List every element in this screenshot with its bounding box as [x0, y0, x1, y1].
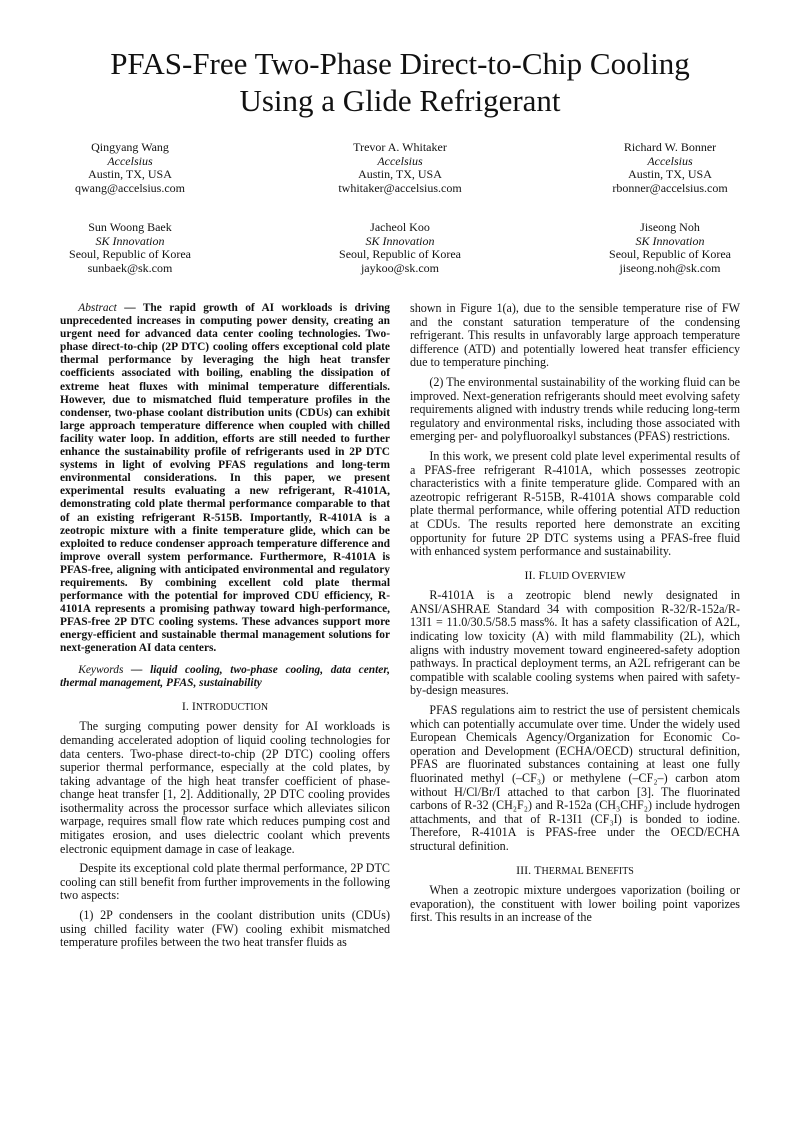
section-initial: T: [534, 862, 542, 877]
author-email[interactable]: sunbaek@sk.com: [87, 260, 173, 275]
left-column: [60, 302, 390, 956]
author-card: [570, 141, 770, 195]
author-location: Austin, TX, USA: [358, 167, 442, 181]
author-card: [30, 221, 230, 275]
right-column: [410, 302, 740, 931]
section-heading-fluid-overview: [410, 569, 740, 584]
section-rest: HERMAL: [541, 865, 586, 877]
paragraph: The surging computing power density for AI workloads is demanding accelerated adoption of liquid cooling technologies for data centers. Two-phase direct-to-chip (2P DTC) cooling offers superior thermal performance, especially at the cold plates, by taking advantage of the high heat transfer coefficient of phase-change heat transfer [1, 2]. Additionally, 2P DTC cooling provides isothermality across the processor surface which alleviates silicon warpage, requires small flow rate which reduces pumping cost and mitigates erosion, and uses dielectric coolant which prevents electronic equipment damage in case of leakage.: [60, 719, 390, 856]
section-rest-2: ENEFITS: [593, 865, 634, 877]
author-affiliation: Accelsius: [107, 153, 153, 168]
section-initial: F: [538, 567, 546, 582]
author-row-1: [30, 141, 770, 195]
author-row-2: [30, 221, 770, 275]
author-location: Austin, TX, USA: [88, 167, 172, 181]
author-affiliation: SK Innovation: [635, 233, 705, 248]
author-email[interactable]: jiseong.noh@sk.com: [619, 260, 721, 275]
author-email[interactable]: twhitaker@accelsius.com: [338, 180, 462, 195]
paragraph: R-4101A is a zeotropic blend newly designated in ANSI/ASHRAE Standard 34 with composition R-32/R-152a/R-13I1 = 11.0/30.5/58.5 mass%. It has a safety classification of A2L, indicating low toxicity (A) with mild flammability (2L), which aligns with industry movement toward engineered-safety adoption pathways. In practical deployment terms, an A2L refrigerant can be compatible with scalable cooling systems when paired with safety-by-design measures.: [410, 588, 740, 698]
author-name: Jiseong Noh: [640, 220, 700, 234]
author-affiliation: Accelsius: [377, 153, 423, 168]
author-location: Seoul, Republic of Korea: [339, 247, 461, 261]
section-rest: NTRODUCTION: [195, 701, 269, 713]
keywords-label: Keywords: [78, 663, 124, 676]
title-line-2: Using a Glide Refrigerant: [239, 83, 561, 118]
author-card: [570, 221, 770, 275]
author-email[interactable]: qwang@accelsius.com: [74, 180, 185, 195]
section-number: I.: [181, 698, 189, 713]
author-location: Austin, TX, USA: [628, 167, 712, 181]
abstract: [60, 302, 390, 656]
author-affiliation: SK Innovation: [365, 233, 435, 248]
paragraph: Despite its exceptional cold plate thermal performance, 2P DTC cooling can still benefit from further improvements in the following two aspects:: [60, 861, 390, 903]
section-initial-2: O: [571, 567, 581, 582]
paragraph: When a zeotropic mixture undergoes vaporization (boiling or evaporation), the constituent with lower boiling point vaporizes first. This results in an increase of the: [410, 883, 740, 925]
section-rest: LUID: [545, 570, 572, 582]
section-number: III.: [516, 862, 532, 877]
author-email[interactable]: jaykoo@sk.com: [360, 260, 440, 275]
section-heading-thermal-benefits: [410, 864, 740, 879]
author-affiliation: Accelsius: [647, 153, 693, 168]
author-card: [300, 141, 500, 195]
section-rest-2: VERVIEW: [580, 570, 626, 582]
author-email[interactable]: rbonner@accelsius.com: [612, 180, 728, 195]
author-affiliation: SK Innovation: [95, 233, 165, 248]
author-name: Trevor A. Whitaker: [353, 140, 447, 154]
author-name: Richard W. Bonner: [623, 140, 717, 154]
author-name: Qingyang Wang: [91, 140, 169, 154]
abstract-text: — The rapid growth of AI workloads is driving unprecedented increases in computing power density, creating an urgent need for advanced data center cooling technologies. Two-phase direct-to-chip (2P DTC) cooling offers exceptional cold plate thermal performance by leveraging the high heat transfer coefficients associated with boiling, enabling the dissipation of extreme heat fluxes with minimal temperature differentials. However, due to mismatched fluid temperature profiles in the condenser, two-phase coolant distribution units (CDUs) can exhibit large approach temperature difference when coupled with chilled facility water loop. In addition, efforts are still needed to further enhance the sustainability profile of refrigerants used in 2P DTC systems in light of evolving PFAS regulations and long-term environmental considerations. In this paper, we present experimental results evaluating a new refrigerant, R-4101A, demonstrating cold plate thermal performance comparable to that of an existing refrigerant R-515B. Importantly, R-4101A is a zeotropic mixture with a finite temperature glide, which can be exploited to reduce condenser approach temperature difference and improve overall system performance. Furthermore, R-4101A is PFAS-free, aligning with anticipated environmental and regulatory requirements. By combining excellent cold plate thermal performance with the potential for improved CDU efficiency, R-4101A represents a promising pathway toward high-performance, PFAS-free 2P DTC cooling systems. These advances support more energy-efficient and sustainable thermal management solutions for next-generation AI data centers.: [60, 302, 390, 655]
author-location: Seoul, Republic of Korea: [609, 247, 731, 261]
title-line-1: PFAS-Free Two-Phase Direct-to-Chip Cooling: [110, 46, 690, 81]
keywords: [60, 664, 390, 690]
section-initial: I: [191, 698, 196, 713]
paragraph: In this work, we present cold plate level experimental results of a PFAS-free refrigerant R-4101A, which possesses zeotropic characteristics with a finite temperature glide. Compared with an azeotropic refrigerant R-515B, R-4101A shows comparable cold plate thermal performance, while offering potential ATD reduction at CDUs. The results reported here demonstrate an exciting opportunity for future 2P DTC systems using a PFAS-free fluid with enhanced system performance and sustainability.: [410, 448, 740, 559]
paragraph: (1) 2P condensers in the coolant distribution units (CDUs) using chilled facility water (FW) cooling exhibit mismatched temperature profiles between the two heat transfer fluids as: [60, 908, 390, 950]
author-card: [300, 221, 500, 275]
author-card: [30, 141, 230, 195]
paragraph: (2) The environmental sustainability of the working fluid can be improved. Next-generation refrigerants should meet evolving safety requirements aligned with industry trends while reducing long-term regulatory and environmental risks, including those associated with emerging per- and polyfluoroalkyl substances (PFAS) restrictions.: [410, 374, 740, 444]
author-name: Sun Woong Baek: [88, 220, 172, 234]
paper-title: [40, 45, 760, 119]
section-heading-introduction: [60, 700, 390, 715]
paragraph: shown in Figure 1(a), due to the sensible temperature rise of FW and the constant saturation temperature of the condensing refrigerant. This results in unfavorably large approach temperature difference (ATD) and potentially lowered heat transfer efficiency due to temperature pinching.: [410, 301, 740, 370]
abstract-label: Abstract: [78, 302, 117, 314]
keywords-text: — liquid cooling, two-phase cooling, data center, thermal management, PFAS, sustainability: [60, 663, 390, 689]
section-initial-2: B: [585, 862, 594, 877]
section-number: II.: [524, 567, 536, 582]
author-name: Jacheol Koo: [370, 220, 430, 234]
author-location: Seoul, Republic of Korea: [69, 247, 191, 261]
paragraph: PFAS regulations aim to restrict the use of persistent chemicals which can potentially accumulate over time. Under the widely used European Chemicals Agency/Organization for Economic Co-operation and Development (ECHA/OECD) structural definition, PFAS are fluorinated substances containing at least one fully fluorinated methyl (–CF₃) or methylene (–CF₂–) carbon atom without H/Cl/Br/I attached to that carbon [3]. The fluorinated carbons of R-32 (CH₂F₂) and R-152a (CH₃CHF₂) include hydrogen attachments, and that of R-13I1 (CF₃I) is bonded to iodine. Therefore, R-4101A is PFAS-free under the OECD/ECHA structural definition.: [410, 703, 740, 853]
